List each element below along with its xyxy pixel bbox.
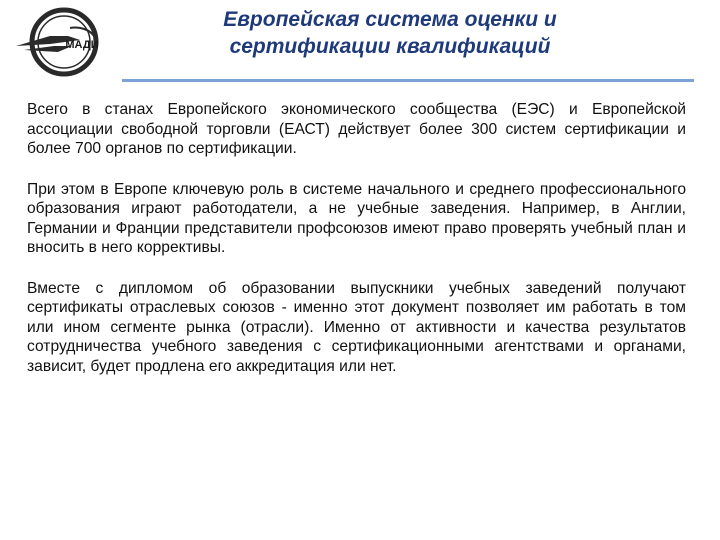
logo-text: МАДИ (65, 39, 99, 51)
paragraph-1: Всего в станах Европейского экономического сообщества (ЕЭС) и Европейской ассоциации свободной торговли (ЕАСТ) действует более 300 систем сертификации и более 700 органов по сертификации. (27, 101, 686, 157)
paragraph-3: Вместе с дипломом об образовании выпускники учебных заведений получают сертификаты отраслевых союзов - именно этот документ позволяет им работать в том или ином сегменте рынка (отрасли). Именно от активности и качества результатов сотрудничества учебного заведения с сертификационными агентствами и органами, зависит, будет продлена его аккредитация или нет. (27, 279, 686, 375)
page-title (130, 6, 650, 60)
header-divider (122, 79, 694, 82)
paragraph-2: При этом в Европе ключевую роль в системе начального и среднего профессионального образования играют работодатели, а не учебные заведения. Например, в Англии, Германии и Франции представители профсоюзов имеют право проверять учебный план и вносить в него коррективы. (27, 180, 686, 256)
madi-logo (10, 6, 118, 78)
body-content (27, 100, 686, 397)
title-line-1: Европейская система оценки и (223, 8, 557, 31)
title-line-2: сертификации квалификаций (229, 35, 551, 58)
